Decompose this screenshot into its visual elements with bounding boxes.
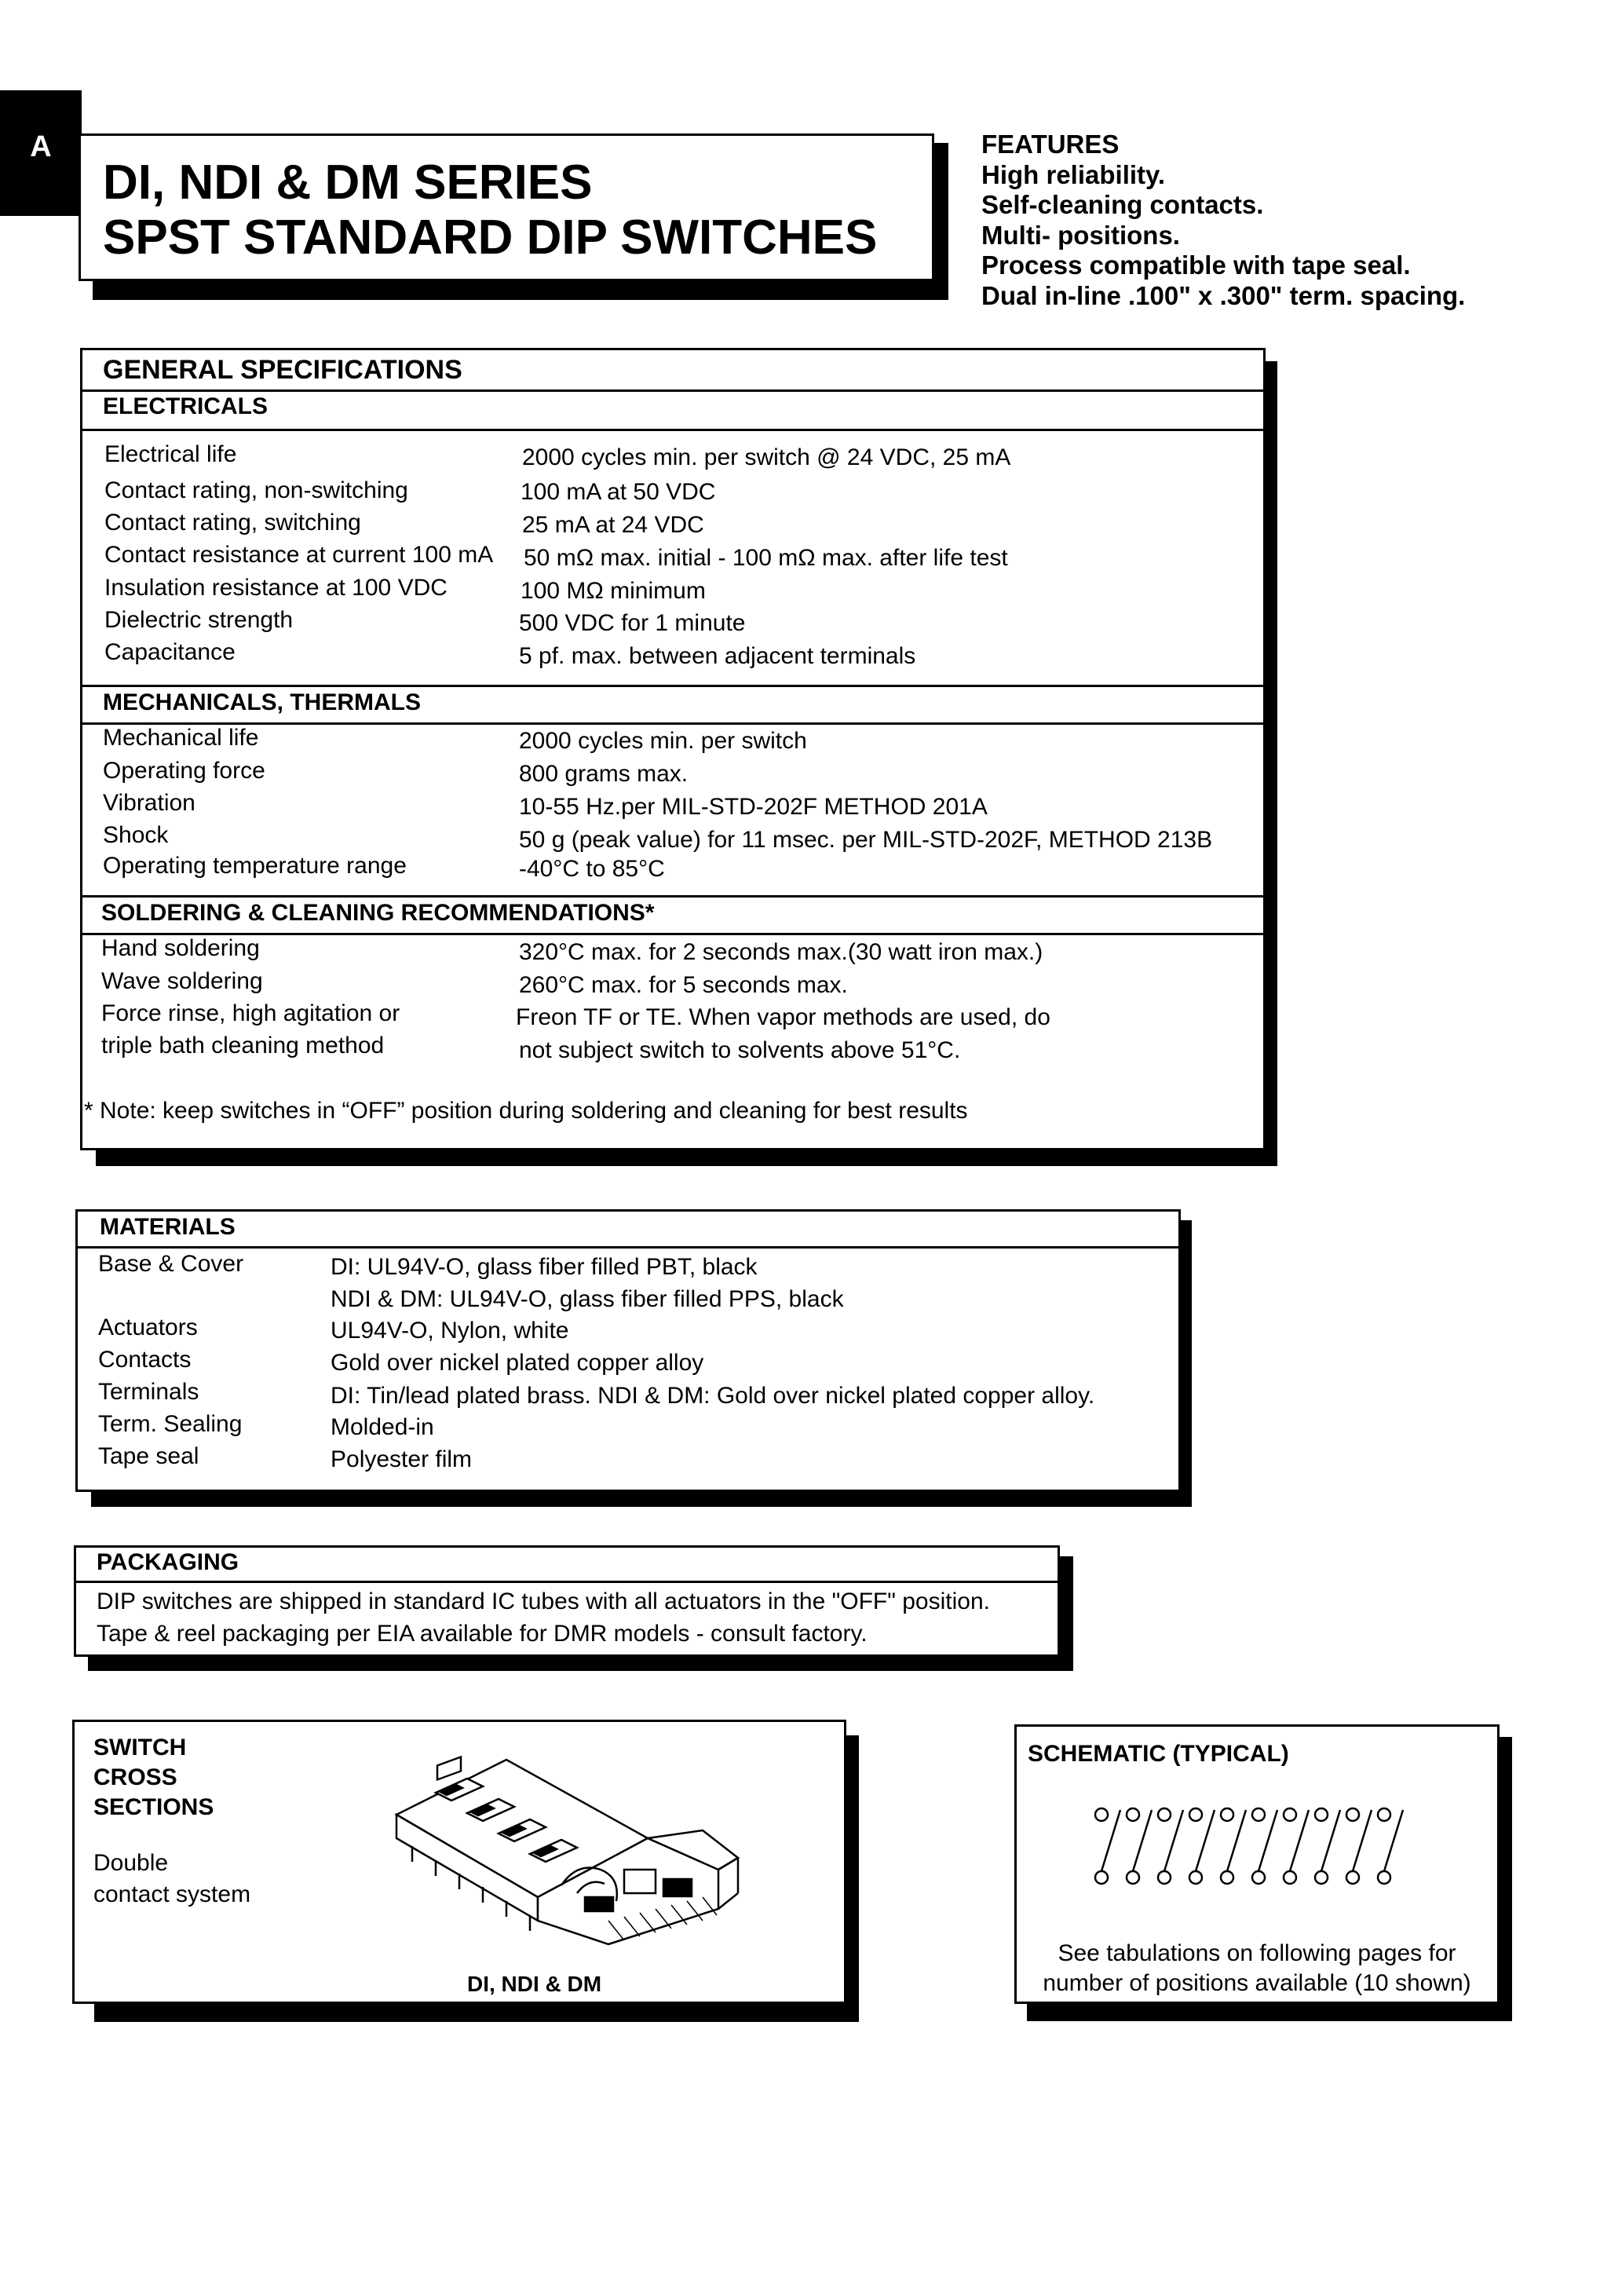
material-value: Gold over nickel plated copper alloy [331,1350,704,1376]
title-line-1: DI, NDI & DM SERIES [103,155,593,210]
spec-value: 25 mA at 24 VDC [522,512,704,538]
schematic-switch [1252,1808,1277,1884]
packaging-heading: PACKAGING [97,1549,239,1575]
spec-label: Insulation resistance at 100 VDC [104,575,448,601]
material-value: UL94V-O, Nylon, white [331,1318,569,1344]
material-value: Molded-in [331,1414,434,1440]
section-tab: A [0,90,82,216]
spec-value: 320°C max. for 2 seconds max.(30 watt iron max.) [519,939,1043,965]
title-box [79,133,934,281]
schematic-switch [1127,1808,1152,1884]
schematic-switch [1095,1808,1120,1884]
cross-sections-heading [93,1733,214,1823]
feature-item: Process compatible with tape seal. [981,250,1411,280]
electricals-heading: ELECTRICALS [103,393,268,419]
schematic-switch [1284,1808,1309,1884]
spec-label: Contact rating, switching [104,510,361,536]
material-label: Term. Sealing [98,1411,243,1437]
material-label: Actuators [98,1314,198,1340]
spec-label: Operating temperature range [103,853,407,879]
schematic-switch [1158,1808,1183,1884]
spec-value: 260°C max. for 5 seconds max. [519,972,848,998]
schematic-note-line: number of positions available (10 shown) [1043,1970,1471,1996]
spec-value: 10-55 Hz.per MIL-STD-202F METHOD 201A [519,794,988,820]
general-specifications-box [80,348,1266,1150]
spec-label: Contact resistance at current 100 mA [104,542,494,568]
spec-label: Dielectric strength [104,607,294,633]
material-label: Tape seal [98,1443,199,1469]
spec-label: Wave soldering [101,968,263,994]
schematic-note [1017,1939,1497,1998]
material-value: DI: UL94V-O, glass fiber filled PBT, black [331,1254,758,1280]
spec-label: Vibration [103,790,195,816]
cross-sections-caption: DI, NDI & DM [467,1972,602,1996]
spec-label: triple bath cleaning method [101,1033,385,1058]
packaging-line: DIP switches are shipped in standard IC tubes with all actuators in the "OFF" position. [97,1589,990,1614]
spec-label: Hand soldering [101,935,260,961]
cross-sections-heading-line: CROSS [93,1764,177,1790]
features-heading: FEATURES [981,130,1120,159]
feature-item: Self-cleaning contacts. [981,190,1264,219]
schematic-box [1014,1724,1500,2004]
spec-value: 50 mΩ max. initial - 100 mΩ max. after life test [524,545,1008,571]
spec-value: -40°C to 85°C [519,856,665,882]
cross-sections-heading-line: SECTIONS [93,1794,214,1820]
schematic-diagram [1087,1805,1417,1892]
schematic-switch [1221,1808,1246,1884]
features [981,130,1465,311]
spec-value: Freon TF or TE. When vapor methods are used, do [516,1004,1050,1030]
switch-cross-section-illustration [389,1752,758,1948]
schematic-heading: SCHEMATIC (TYPICAL) [1028,1741,1289,1767]
schematic-switch [1315,1808,1340,1884]
cross-sections-description-line: Double [93,1850,169,1876]
spec-value: 50 g (peak value) for 11 msec. per MIL-STD-202F, METHOD 213B [519,827,1213,853]
spec-value: 500 VDC for 1 minute [519,610,746,636]
feature-item: Multi- positions. [981,220,1180,250]
schematic-switch [1346,1808,1372,1884]
schematic-switch [1189,1808,1215,1884]
cross-sections-description [93,1848,250,1910]
material-value: DI: Tin/lead plated brass. NDI & DM: Gold over nickel plated copper alloy. [331,1383,1095,1409]
schematic-note-line: See tabulations on following pages for [1058,1940,1456,1966]
soldering-heading: SOLDERING & CLEANING RECOMMENDATIONS* [101,900,655,926]
spec-label: Contact rating, non-switching [104,477,408,503]
schematic-switch [1378,1808,1403,1884]
spec-value: 100 MΩ minimum [521,578,706,604]
mechanicals-heading: MECHANICALS, THERMALS [103,689,421,715]
feature-item: Dual in-line .100" x .300" term. spacing. [981,280,1466,310]
spec-value: 100 mA at 50 VDC [521,479,716,505]
spec-value: 5 pf. max. between adjacent terminals [519,643,916,669]
packaging-box [74,1545,1060,1657]
title-line-2: SPST STANDARD DIP SWITCHES [103,210,878,265]
cross-sections-box [72,1720,846,2004]
spec-label: Mechanical life [103,725,259,751]
soldering-note: * Note: keep switches in “OFF” position during soldering and cleaning for best results [84,1098,968,1124]
spec-value: 2000 cycles min. per switch @ 24 VDC, 25 mA [522,444,1011,470]
materials-box [75,1209,1181,1492]
material-label: Base & Cover [98,1251,244,1277]
material-value: Polyester film [331,1446,473,1472]
spec-value: 800 grams max. [519,761,689,787]
general-heading: GENERAL SPECIFICATIONS [103,355,462,385]
material-label: Contacts [98,1347,192,1373]
spec-label: Shock [103,822,169,848]
material-label: Terminals [98,1379,199,1405]
spec-label: Force rinse, high agitation or [101,1000,400,1026]
packaging-line: Tape & reel packaging per EIA available for DMR models - consult factory. [97,1621,868,1647]
spec-label: Capacitance [104,639,236,665]
spec-label: Electrical life [104,441,237,467]
spec-label: Operating force [103,758,265,784]
material-value: NDI & DM: UL94V-O, glass fiber filled PPS, black [331,1286,844,1312]
feature-item: High reliability. [981,159,1166,189]
spec-value: not subject switch to solvents above 51°C. [519,1037,961,1063]
cross-sections-description-line: contact system [93,1881,251,1907]
cross-sections-heading-line: SWITCH [93,1735,187,1760]
spec-value: 2000 cycles min. per switch [519,728,807,754]
materials-heading: MATERIALS [100,1214,236,1240]
